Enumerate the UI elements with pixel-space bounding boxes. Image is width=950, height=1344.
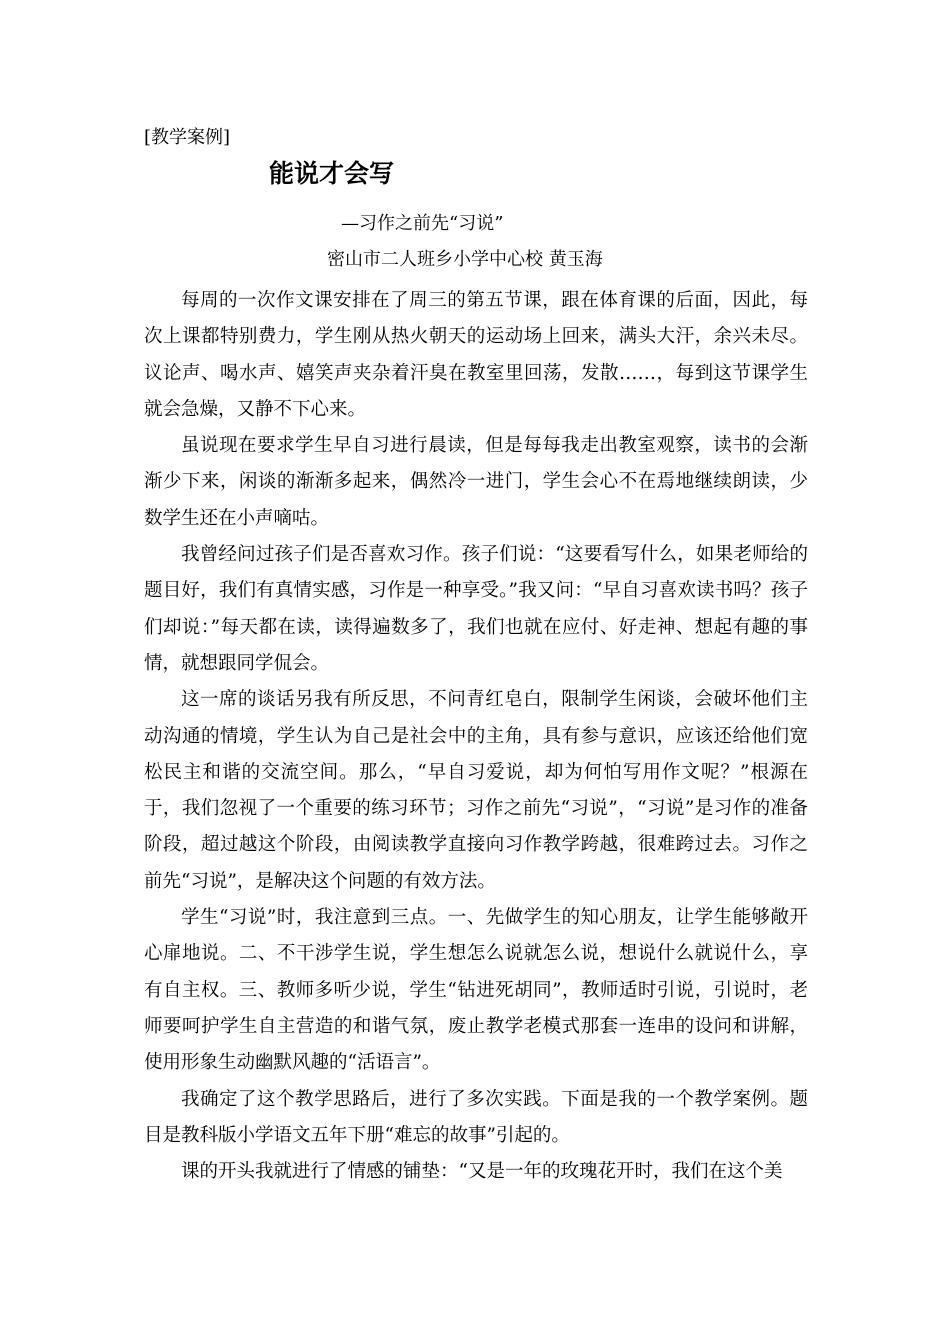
paragraph-6: 我确定了这个教学思路后，进行了多次实践。下面是我的一个教学案例。题目是教科版小学语文五年下册“难忘的故事”引起的。 — [144, 1088, 808, 1146]
paragraph-1: 每周的一次作文课安排在了周三的第五节课，跟在体育课的后面，因此，每次上课都特别费力，学生刚从热火朝天的运动场上回来，满头大汗，余兴未尽。议论声、喝水声、嬉笑声夹杂着汗臭在教室里回荡，发散……，每到这节课学生就会急燥，又静不下心来。 — [144, 290, 808, 420]
paragraph-7: 课的开头我就进行了情感的铺垫：“又是一年的玫瑰花开时，我们在这个美 — [181, 1161, 783, 1183]
paragraph-3: 我曾经问过孩子们是否喜欢习作。孩子们说：“这要看写什么，如果老师给的题目好，我们有真情实感，习作是一种享受。”我又问：“早自习喜欢读书吗？孩子们却说：”每天都在读，读得遍数多了，我们也就在应付、好走神、想起有趣的事情，就想跟同学侃会。 — [144, 544, 808, 674]
article-title: 能说才会写 — [269, 159, 395, 188]
article-subtitle: —习作之前先“习说” — [341, 213, 504, 234]
paragraph-5: 学生“习说”时，我注意到三点。一、先做学生的知心朋友，让学生能够敞开心扉地说。二、不干涉学生说，学生想怎么说就怎么说，想说什么就说什么，享有自主权。三、教师多听少说，学生“钻进死胡同”，教师适时引说，引说时，老师要呵护学生自主营造的和谐气氛，废止教学老模式那套一连串的设问和讲解，使用形象生动幽默风趣的“活语言”。 — [144, 907, 808, 1074]
paragraph-4: 这一席的谈话另我有所反思，不问青红皂白，限制学生闲谈，会破坏他们主动沟通的情境，学生认为自己是社会中的主角，具有参与意识，应该还给他们宽松民主和谐的交流空间。那么，“早自习爱说，却为何怕写用作文呢？”根源在于，我们忽视了一个重要的练习环节；习作之前先“习说”，“习说”是习作的准备阶段，超过越这个阶段，由阅读教学直接向习作教学跨越，很难跨过去。习作之前先“习说”，是解决这个问题的有效方法。 — [144, 689, 808, 892]
author-line: 密山市二人班乡小学中心校 黄玉海 — [327, 249, 603, 270]
section-tag: [教学案例] — [144, 127, 231, 148]
paragraph-2: 虽说现在要求学生早自习进行晨读，但是每每我走出教室观察，读书的会渐渐少下来，闲谈的渐渐多起来，偶然冷一进门，学生会心不在焉地继续朗读，少数学生还在小声嘀咕。 — [144, 435, 808, 529]
article-body — [144, 283, 808, 1190]
